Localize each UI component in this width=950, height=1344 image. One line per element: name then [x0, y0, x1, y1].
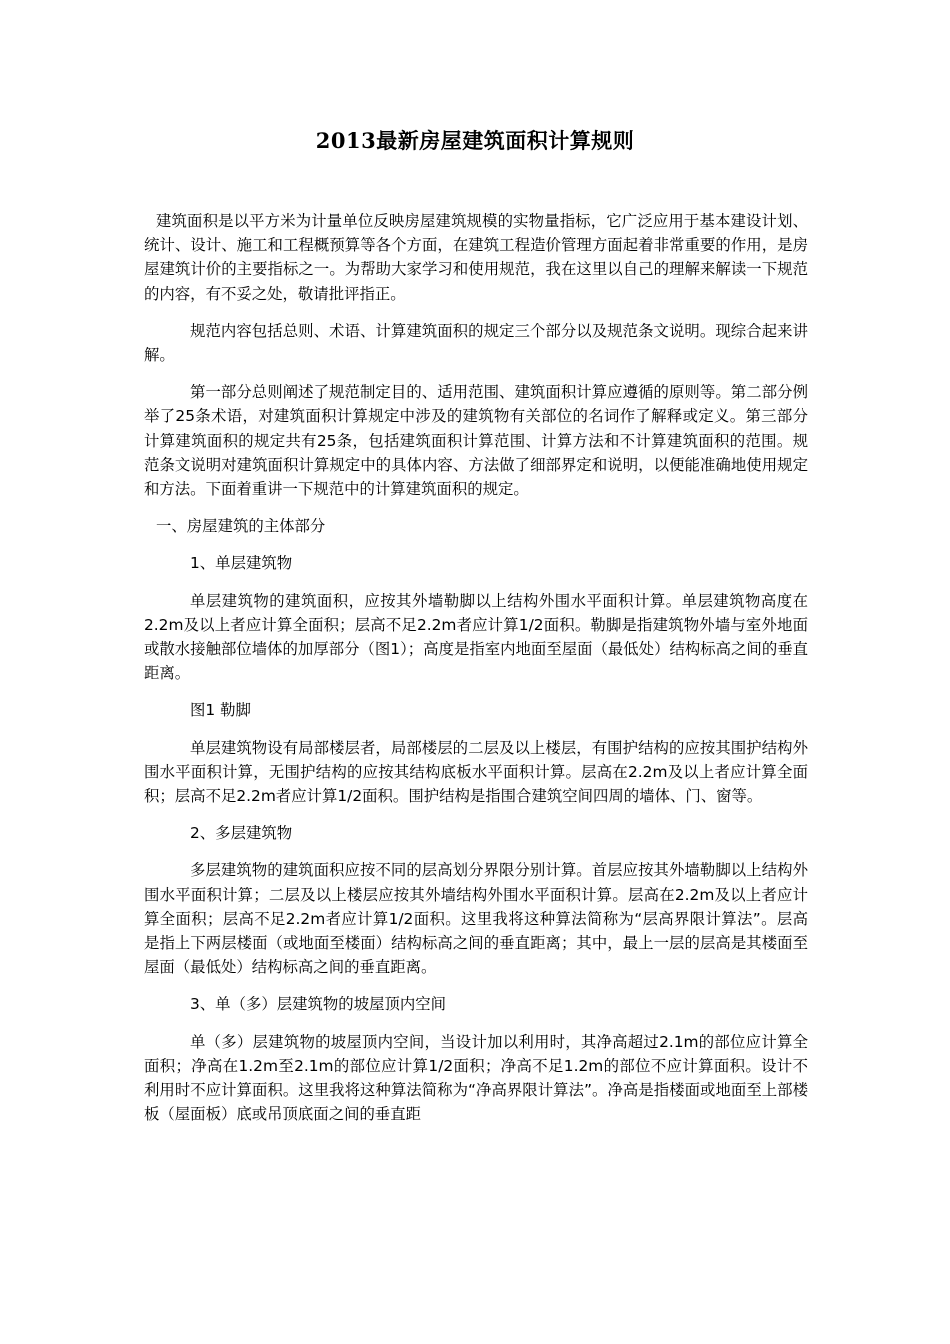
scope-paragraph: 规范内容包括总则、术语、计算建筑面积的规定三个部分以及规范条文说明。现综合起来讲解。	[144, 321, 808, 365]
overview-paragraph: 第一部分总则阐述了规范制定目的、适用范围、建筑面积计算应遵循的原则等。第二部分例举了25条术语，对建筑面积计算规定中涉及的建筑物有关部位的名词作了解释或定义。第三部分计算建筑面积的规定共有25条，包括建筑面积计算范围、计算方法和不计算建筑面积的范围。规范条文说明对建筑面积计算规定中的具体内容、方法做了细部界定和说明，以便能准确地使用规定和方法。下面着重讲一下规范中的计算建筑面积的规定。	[144, 383, 808, 499]
document-title: 2013最新房屋建筑面积计算规则	[315, 128, 635, 153]
figure-caption: 图1 勒脚	[190, 701, 251, 720]
multi-storey-paragraph: 多层建筑物的建筑面积应按不同的层高划分界限分别计算。首层应按其外墙勒脚以上结构外围水平面积计算；二层及以上楼层应按其外墙结构外围水平面积计算。层高在2.2m及以上者应计算全面积；层高不足2.2m者应计算1/2面积。这里我将这种算法简称为“层高界限计算法”。层高是指上下两层楼面（或地面至楼面）结构标高之间的垂直距离；其中，最上一层的层高是其楼面至屋面（最低处）结构标高之间的垂直距离。	[144, 861, 808, 977]
intro-paragraph: 建筑面积是以平方米为计量单位反映房屋建筑规模的实物量指标，它广泛应用于基本建设计划、统计、设计、施工和工程概预算等各个方面，在建筑工程造价管理方面起着非常重要的作用，是房屋建筑计价的主要指标之一。为帮助大家学习和使用规范，我在这里以自己的理解来解读一下规范的内容，有不妥之处，敬请批评指正。	[144, 212, 808, 303]
single-storey-paragraph: 单层建筑物的建筑面积，应按其外墙勒脚以上结构外围水平面积计算。单层建筑物高度在2.2m及以上者应计算全面积；层高不足2.2m者应计算1/2面积。勒脚是指建筑物外墙与室外地面或散水接触部位墙体的加厚部分（图1）；高度是指室内地面至屋面（最低处）结构标高之间的垂直距离。	[144, 591, 808, 683]
subheading-single-storey: 1、单层建筑物	[190, 554, 293, 573]
section-heading-main-body: 一、房屋建筑的主体部分	[156, 517, 326, 536]
document-body	[144, 209, 808, 1140]
subheading-multi-storey: 2、多层建筑物	[190, 824, 293, 843]
partial-floor-paragraph: 单层建筑物设有局部楼层者，局部楼层的二层及以上楼层，有围护结构的应按其围护结构外围水平面积计算，无围护结构的应按其结构底板水平面积计算。层高在2.2m及以上者应计算全面积；层高不足2.2m者应计算1/2面积。围护结构是指围合建筑空间四周的墙体、门、窗等。	[144, 738, 808, 806]
sloped-roof-paragraph: 单（多）层建筑物的坡屋顶内空间，当设计加以利用时，其净高超过2.1m的部位应计算全面积；净高在1.2m至2.1m的部位应计算1/2面积；净高不足1.2m的部位不应计算面积。设计不利用时不应计算面积。这里我将这种算法简称为“净高界限计算法”。净高是指楼面或地面至上部楼板（屋面板）底或吊顶底面之间的垂直距	[144, 1032, 808, 1124]
subheading-sloped-roof: 3、单（多）层建筑物的坡屋顶内空间	[190, 995, 447, 1014]
